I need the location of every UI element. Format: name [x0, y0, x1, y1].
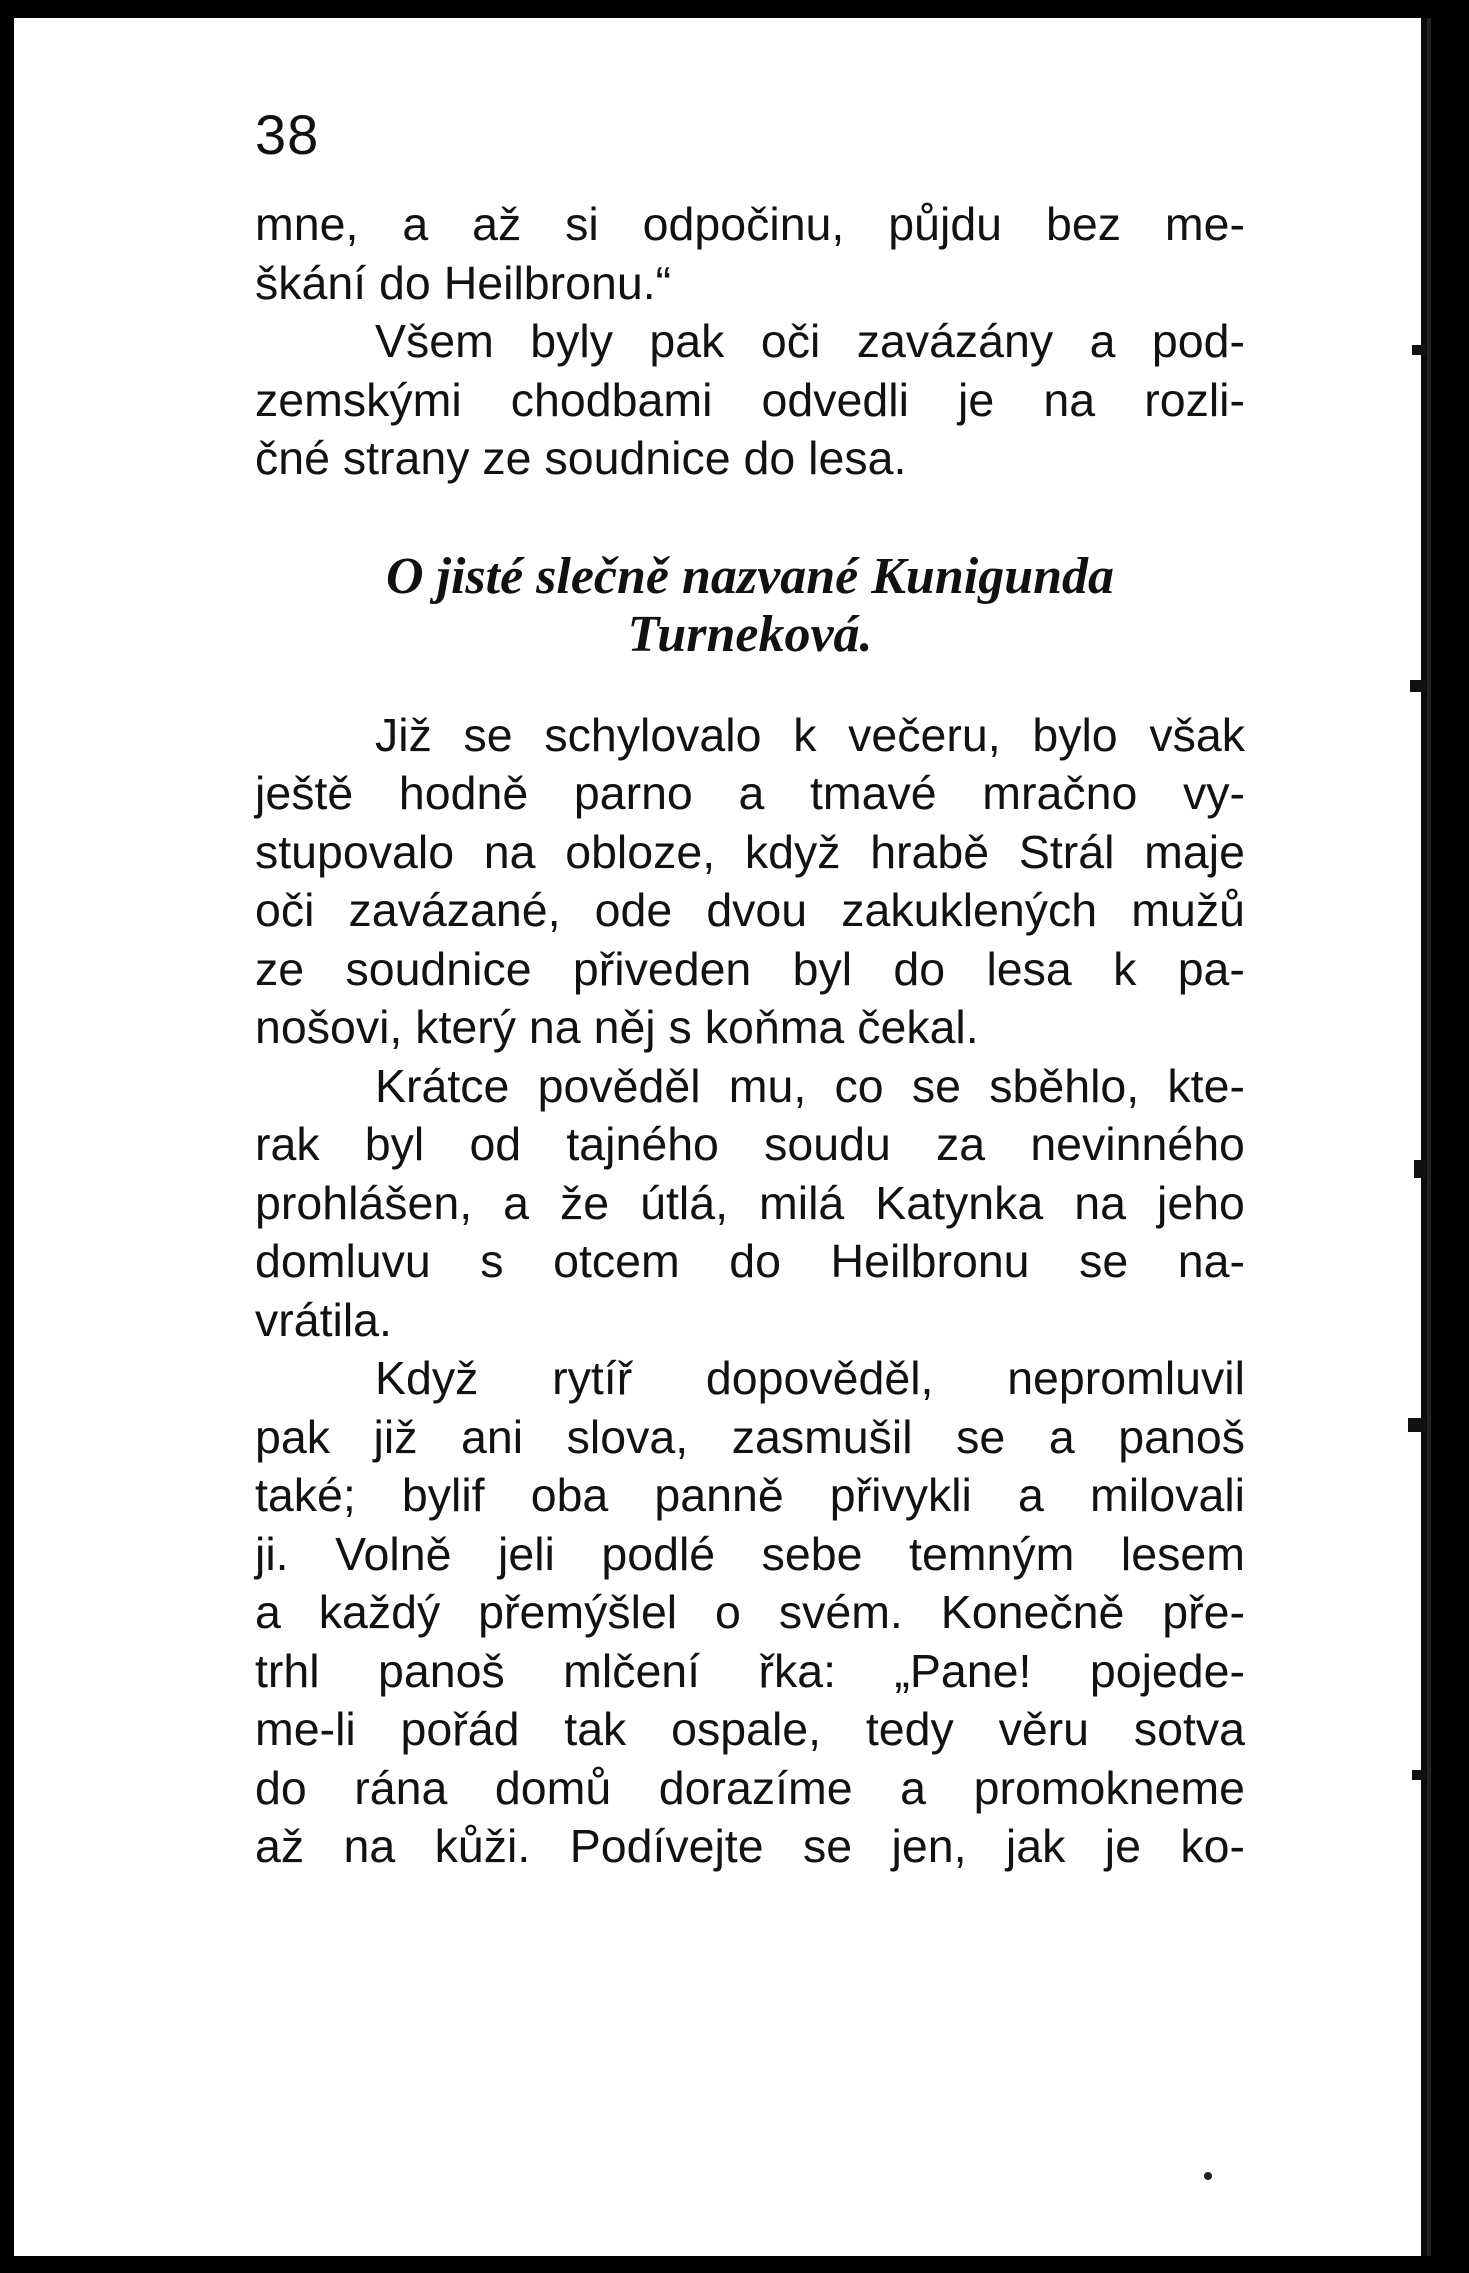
edge-mark	[1410, 680, 1426, 692]
text-line: také; bylif oba panně přivykli a milovali	[255, 1469, 1245, 1521]
paragraph-3	[255, 706, 1245, 1057]
paragraph-2	[255, 312, 1245, 488]
text-line: pak již ani slova, zasmušil se a panoš	[255, 1410, 1245, 1463]
text-line: rak byl od tajného soudu za nevinného	[255, 1118, 1245, 1170]
text-line: Všem byly pak oči zavázány a pod-	[375, 315, 1245, 367]
text-line: do rána domů dorazíme a promokneme	[255, 1761, 1245, 1814]
text-line: čné strany ze soudnice do lesa.	[255, 432, 907, 484]
text-line: mne, a až si odpočinu, půjdu bez me-	[255, 198, 1245, 250]
text-line: ještě hodně parno a tmavé mračno vy-	[255, 767, 1245, 819]
text-line: ze soudnice přiveden byl do lesa k pa-	[255, 942, 1245, 995]
text-line: domluvu s otcem do Heilbronu se na-	[255, 1235, 1245, 1287]
edge-mark	[1408, 1418, 1426, 1432]
text-line: me-li pořád tak ospale, tedy věru sotva	[255, 1703, 1245, 1755]
edge-mark	[1412, 345, 1426, 355]
text-line: oči zavázané, ode dvou zakuklených mužů	[255, 884, 1245, 936]
text-line: trhl panoš mlčení řka: „Pane! pojede-	[255, 1644, 1245, 1697]
page-number: 38	[255, 103, 320, 166]
text-line: vrátila.	[255, 1293, 392, 1346]
text-line: nošovi, který na něj s koňma čekal.	[255, 1001, 979, 1053]
page-edge-line	[1427, 18, 1431, 2256]
text-line: zemskými chodbami odvedli je na rozli-	[255, 373, 1245, 426]
edge-mark	[1414, 1160, 1426, 1178]
paragraph-5	[255, 1349, 1245, 1876]
text-line: Již se schylovalo k večeru, bylo však	[375, 708, 1245, 761]
text-line: až na kůži. Podívejte se jen, jak je ko-	[255, 1820, 1245, 1872]
ink-speck	[1204, 2172, 1212, 2180]
text-line: stupovalo na obloze, když hrabě Strál maje	[255, 825, 1245, 878]
text-line: a každý přemýšlel o svém. Konečně pře-	[255, 1586, 1245, 1638]
text-line: škání do Heilbronu.“	[255, 256, 672, 309]
paragraph-1	[255, 195, 1245, 312]
text-line: ji. Volně jeli podlé sebe temným lesem	[255, 1527, 1245, 1580]
text-line: Krátce pověděl mu, co se sběhlo, kte-	[375, 1059, 1245, 1112]
text-line: prohlášen, a že útlá, milá Katynka na jeho	[255, 1176, 1245, 1229]
section-heading	[255, 548, 1245, 664]
paragraph-4	[255, 1057, 1245, 1350]
heading-line: Turneková.	[627, 605, 873, 663]
body-text	[255, 195, 1245, 1876]
heading-line: O jisté slečně nazvané Kunigunda	[385, 547, 1115, 605]
edge-mark	[1412, 1770, 1426, 1780]
text-line: Když rytíř dopověděl, nepromluvil	[375, 1352, 1245, 1404]
